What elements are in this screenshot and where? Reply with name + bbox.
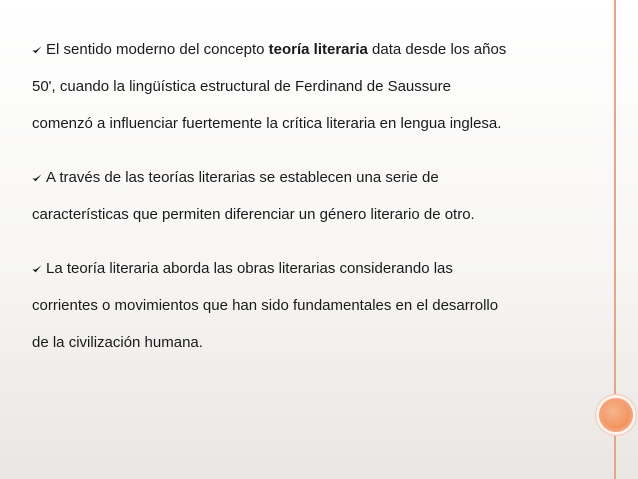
paragraph-1-line-2: 50', cuando la lingüística estructural de Ferdinand de Saussure	[32, 78, 451, 95]
decorative-orange-circle	[599, 398, 633, 432]
paragraph-1-line-1-pre: El sentido moderno del concepto	[46, 41, 269, 58]
paragraph-2-line-2: características que permiten diferenciar un género literario de otro.	[32, 206, 475, 223]
paragraph-3-line-3: de la civilización humana.	[32, 334, 203, 351]
paragraph-1	[32, 36, 592, 138]
paragraph-2-line-1-text: A través de las teorías literarias se establecen una serie de	[46, 169, 439, 186]
paragraph-3-line-1-text: La teoría literaria aborda las obras literarias considerando las	[46, 260, 453, 277]
paragraph-1-bold-term: teoría literaria	[268, 41, 368, 58]
paragraph-3	[32, 255, 592, 357]
paragraph-3-line-2: corrientes o movimientos que han sido fundamentales en el desarrollo	[32, 297, 499, 314]
paragraph-2-line-1	[32, 164, 592, 192]
paragraph-3-line-1	[32, 255, 592, 283]
decorative-orange-circle-inner	[602, 401, 630, 429]
arrow-checkmark-bullet-icon	[32, 255, 46, 283]
slide-body	[32, 36, 592, 383]
paragraph-1-line-1	[32, 36, 592, 64]
arrow-checkmark-bullet-icon	[32, 164, 46, 192]
paragraph-1-line-1-post: data desde los años	[367, 41, 507, 58]
paragraph-2	[32, 164, 592, 229]
arrow-checkmark-bullet-icon	[32, 36, 46, 64]
paragraph-1-line-3: comenzó a influenciar fuertemente la crítica literaria en lengua inglesa.	[32, 115, 502, 132]
